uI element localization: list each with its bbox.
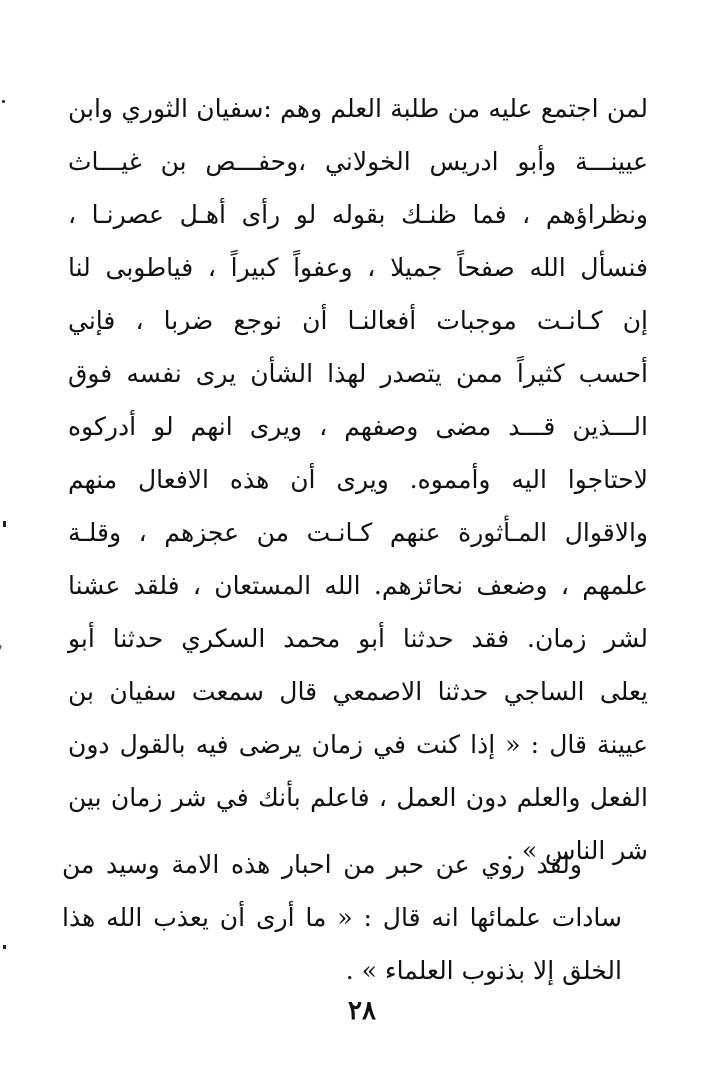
scan-speck	[3, 521, 6, 527]
paragraph-2	[62, 838, 622, 997]
text-line: عيينة قال : « إذا كنت في زمان يرضى فيه بالقول دون	[68, 730, 648, 759]
text-line: الفعل والعلم دون العمل ، فاعلم بأنك في شر زمان بين	[68, 783, 648, 812]
scan-speck	[2, 100, 5, 103]
text-line: علمهم ، وضعف نحائزهم. الله المستعان ، فلقد عشنا	[68, 571, 648, 600]
text-line: إن كـانـت موجبات أفعالنـا أن نوجع ضربا ، فإني	[68, 306, 648, 335]
text-line: فنسأل الله صفحاً جميلا ، وعفواً كبيراً ، فياطوبى لنا	[68, 253, 648, 282]
text-line: عيينـــة وأبو ادريس الخولاني ،وحفـــص بن غيـــاث	[68, 147, 648, 176]
page-number: ٢٨	[348, 996, 376, 1026]
text-line: الـــذين قـــد مضى وصفهم ، ويرى انهم لو أدركوه	[68, 412, 648, 441]
text-line: أحسب كثيراً ممن يتصدر لهذا الشأن يرى نفسه فوق	[68, 359, 648, 388]
text-line: ولقد روي عن حبر من احبار هذه الامة وسيد من	[62, 850, 582, 879]
scan-speck	[3, 945, 6, 949]
text-line: ونظراؤهم ، فما ظنـك بقوله لو رأى أهـل عصرنـا ،	[68, 200, 648, 229]
text-line: لاحتاجوا اليه وأمموه. ويرى أن هذه الافعال منهم	[68, 465, 648, 494]
text-line: شر الناس » .	[505, 836, 648, 865]
text-line: سادات علمائها انه قال : « ما أرى أن يعذب الله هذا	[62, 903, 622, 932]
text-line: لمن اجتمع عليه من طلبة العلم وهم :سفيان الثوري وابن	[68, 94, 648, 123]
paragraph-1	[68, 82, 648, 877]
text-line: والاقوال المـأثورة عنهم كـانـت من عجزهم ، وقلـة	[68, 518, 648, 547]
text-line: يعلى الساجي حدثنا الاصمعي قال سمعت سفيان بن	[68, 677, 648, 706]
text-line: الخلق إلا بذنوب العلماء » .	[345, 956, 622, 985]
scan-mark	[0, 645, 2, 685]
text-line: لشر زمان. فقد حدثنا أبو محمد السكري حدثنا أبو	[68, 624, 648, 653]
